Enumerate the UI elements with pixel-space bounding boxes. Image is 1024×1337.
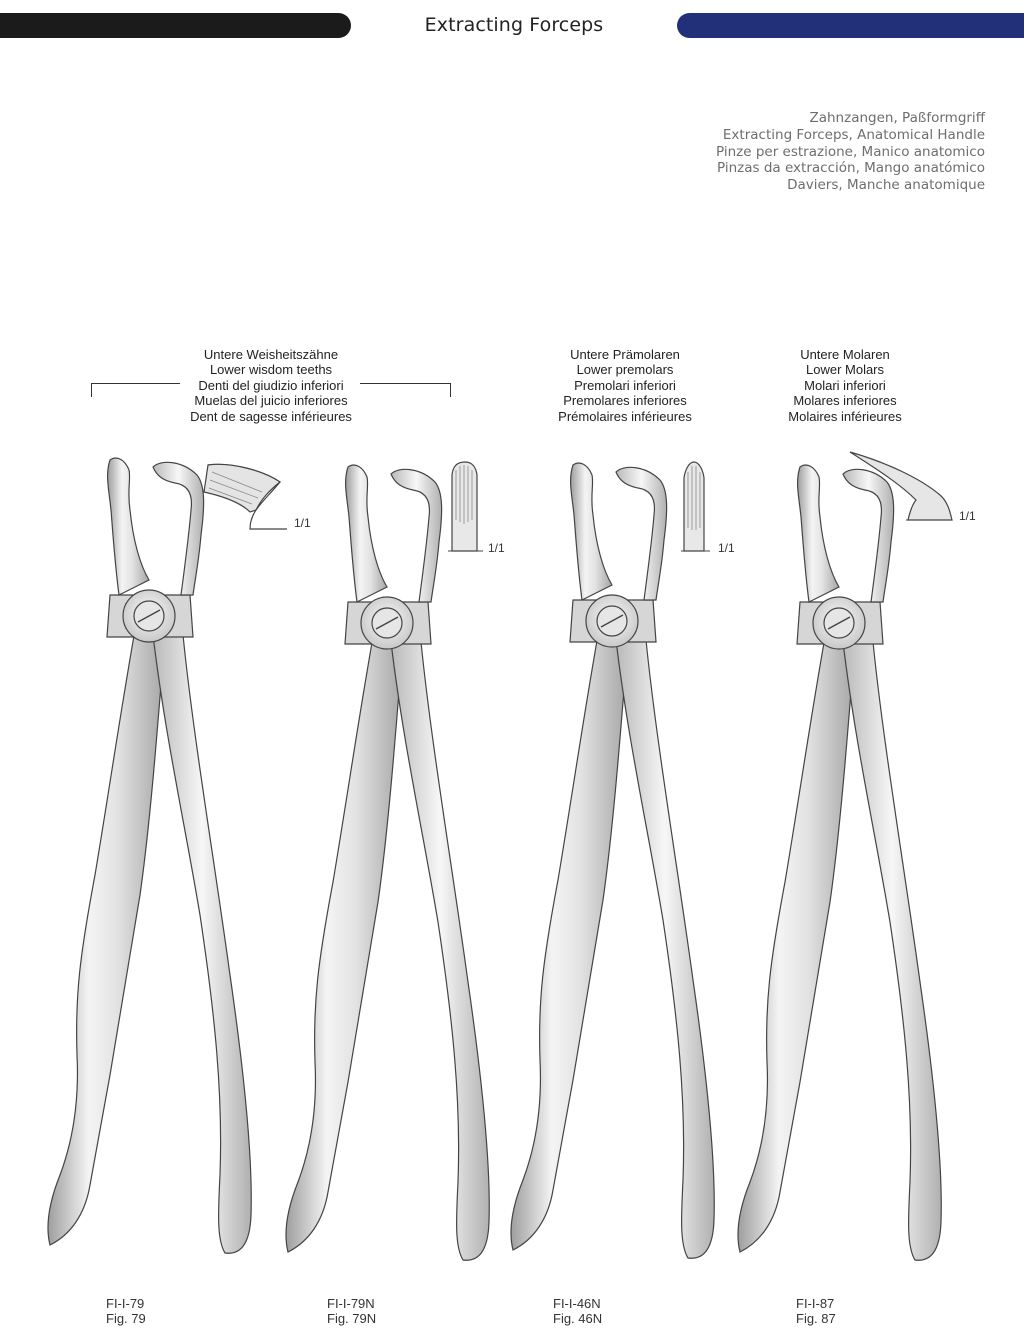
product-caption-79n — [327, 1296, 376, 1326]
group-label-line: Lower Molars — [805, 362, 885, 378]
forceps-fig-46n — [511, 463, 714, 1258]
product-caption-79 — [106, 1296, 146, 1326]
product-code: FI-I-87 — [796, 1296, 835, 1311]
subtitle-line: Extracting Forceps, Anatomical Handle — [722, 126, 985, 143]
scale-label-79n: 1/1 — [488, 541, 505, 555]
group-label-line: Untere Prämolaren — [570, 347, 680, 362]
scale-label-79: 1/1 — [294, 516, 311, 530]
forceps-fig-79 — [48, 458, 251, 1253]
group-label-line: Premolares inferiores — [563, 393, 687, 409]
figure-number: Fig. 46N — [553, 1311, 603, 1326]
forceps-fig-87 — [738, 465, 941, 1260]
group-label-line: Prémolaires inférieures — [558, 408, 692, 424]
group-label-line: Denti del giudizio inferiori — [198, 377, 344, 393]
scale-label-87: 1/1 — [959, 509, 976, 523]
forceps-fig-79n — [286, 465, 489, 1260]
subtitle-line: Pinze per estrazione, Manico anatomico — [716, 143, 985, 160]
subtitle-line: Zahnzangen, Paßformgriff — [809, 110, 985, 126]
tip-detail-79 — [204, 464, 287, 529]
scale-label-46n: 1/1 — [718, 541, 735, 555]
tip-detail-79n — [448, 462, 483, 551]
product-code: FI-I-46N — [553, 1296, 601, 1311]
page-title: Extracting Forceps — [424, 14, 604, 36]
group-label-line: Lower premolars — [576, 362, 674, 378]
group-label-line: Molari inferiori — [804, 377, 886, 393]
figure-number: Fig. 79N — [327, 1311, 377, 1326]
group-label-line: Premolari inferiori — [574, 377, 676, 393]
group-label-line: Muelas del juicio inferiores — [194, 393, 348, 409]
group-label-line: Molares inferiores — [793, 393, 897, 409]
subtitle-line: Daviers, Manche anatomique — [787, 177, 985, 194]
subtitle-line: Pinzas da extracción, Mango anatómico — [717, 160, 985, 177]
product-code: FI-I-79N — [327, 1296, 375, 1311]
group-label-line: Untere Weisheitszähne — [203, 347, 339, 362]
product-caption-46n — [553, 1296, 602, 1326]
figure-number: Fig. 87 — [796, 1311, 836, 1326]
tip-detail-46n — [681, 462, 710, 551]
product-code: FI-I-79 — [106, 1296, 145, 1311]
product-caption-87 — [796, 1296, 836, 1326]
figure-number: Fig. 79 — [106, 1311, 146, 1326]
group-label-line: Molaires inférieures — [788, 408, 902, 424]
group-label-line: Untere Molaren — [800, 347, 890, 362]
group-label-line: Dent de sagesse inférieures — [190, 408, 352, 424]
group-label-line: Lower wisdom teeths — [209, 362, 333, 378]
